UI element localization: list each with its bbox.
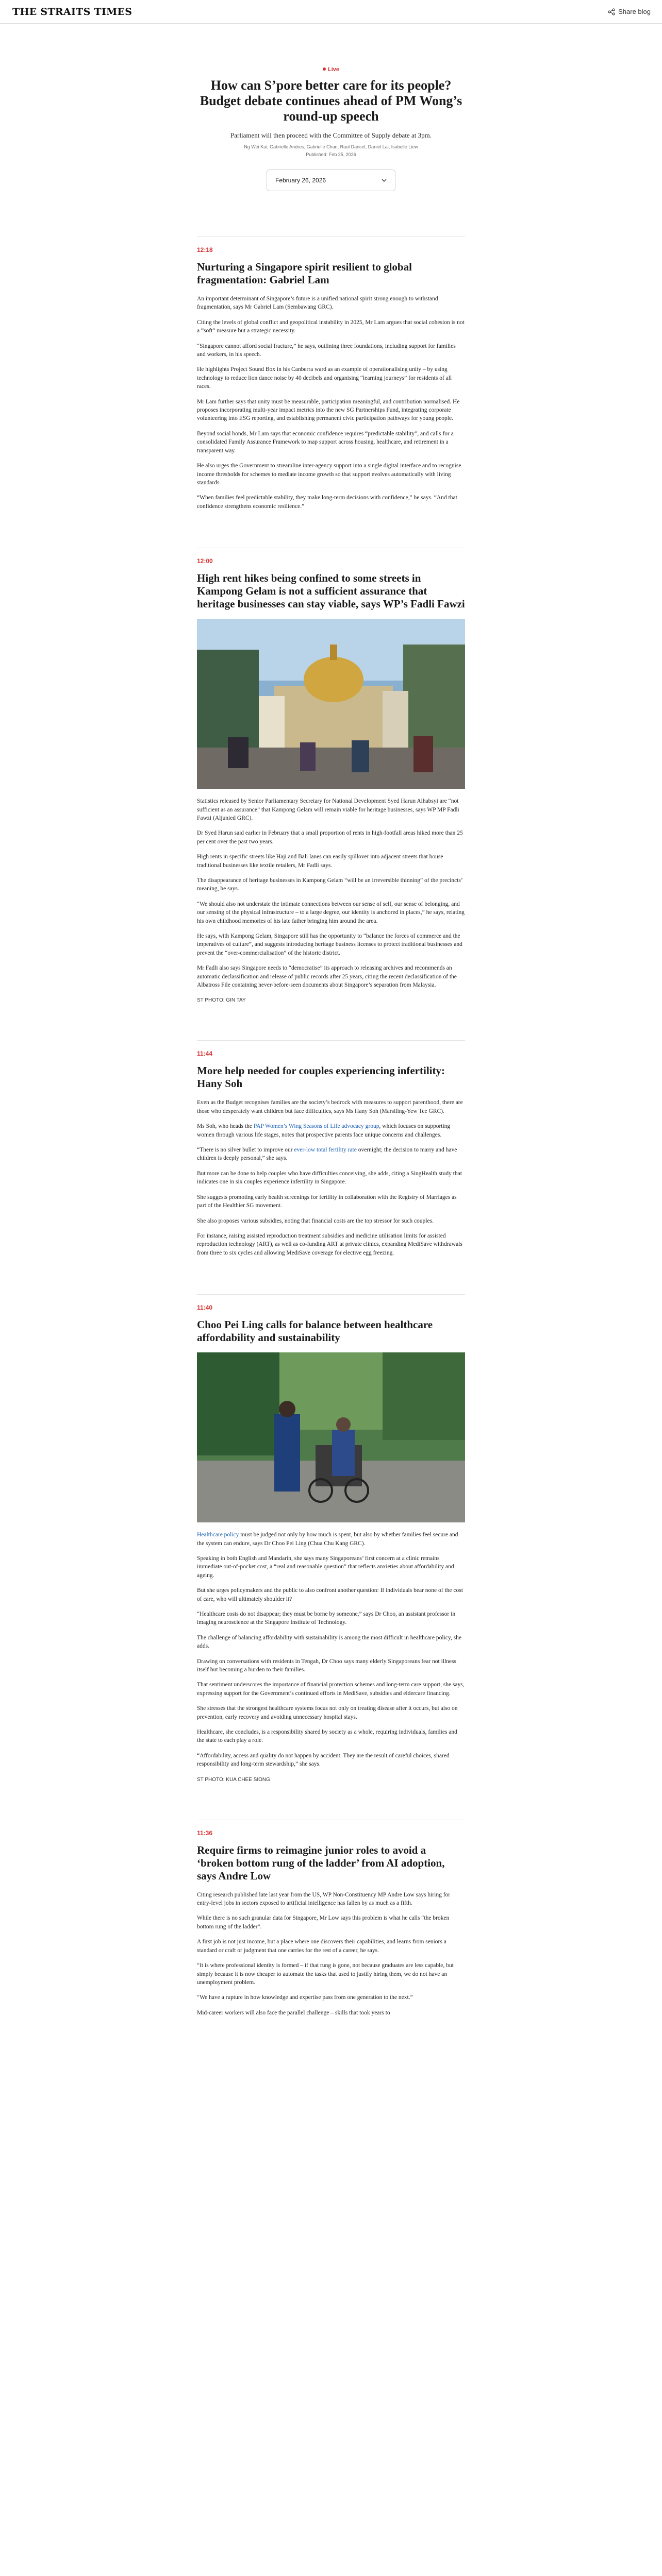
live-update bbox=[197, 1040, 465, 1257]
paragraph: Dr Syed Harun said earlier in February that a small proportion of rents in high-footfall areas hiked more than 25 per cent over the past two years. bbox=[197, 830, 463, 845]
healthcare-photo[interactable] bbox=[197, 1352, 465, 1522]
paragraph: “Singapore cannot afford social fracture,” he says, outlining three foundations, including support for families and workers, in his speech. bbox=[197, 343, 456, 358]
live-update bbox=[197, 236, 465, 511]
share-label: Share blog bbox=[618, 8, 651, 15]
paragraph: She also proposes various subsidies, noting that financial costs are the top stressor for such couples. bbox=[197, 1217, 434, 1224]
paragraph: “We have a rupture in how knowledge and expertise pass from one generation to the next.” bbox=[197, 1994, 413, 2001]
photo-credit: ST PHOTO: KUA CHEE SIONG bbox=[197, 1776, 270, 1783]
paragraph: Statistics released by Senior Parliamentary Secretary for National Development Syed Harun Alhabsyi are “not sufficient as an assurance” that Kampong Gelam will remain viable for heritage businesses, says WP MP Fadli Fawzi (Aljunied GRC). bbox=[197, 798, 459, 821]
paragraph: High rents in specific streets like Haji and Bali lanes can easily spillover into adjacent streets that house traditional businesses like textile retailers, Mr Fadli says. bbox=[197, 854, 443, 869]
update-title: High rent hikes being confined to some streets in Kampong Gelam is not a sufficient assurance that heritage businesses can stay viable, says WP’s Fadli Fawzi bbox=[197, 572, 465, 611]
photo-credit: ST PHOTO: GIN TAY bbox=[197, 997, 246, 1004]
site-logo[interactable]: THE STRAITS TIMES bbox=[12, 6, 133, 18]
live-update bbox=[197, 548, 465, 1003]
paragraph: Beyond social bonds, Mr Lam says that economic confidence requires “predictable stability”, and calls for a consolidated Family Assurance Framework to map support across housing, healthcare, and retirement in a transparent way. bbox=[197, 430, 454, 454]
date-select[interactable] bbox=[267, 170, 395, 191]
fertility-rate-link[interactable]: ever-low total fertility rate bbox=[294, 1147, 357, 1154]
update-body bbox=[197, 295, 465, 511]
paragraph: But more can be done to help couples who have difficulties conceiving, she adds, citing a SingHealth study that indicates one in six couples experience infertility in Singapore. bbox=[197, 1170, 462, 1185]
paragraph bbox=[197, 1146, 465, 1163]
paragraph: She stresses that the strongest healthcare systems focus not only on treating disease after it occurs, but also on prevention, early recovery and avoiding unnecessary hospital stays. bbox=[197, 1705, 458, 1720]
update-title: More help needed for couples experiencing infertility: Hany Soh bbox=[197, 1064, 445, 1090]
paragraph: He highlights Project Sound Box in his Canberra ward as an example of operationalising unity – by using technology to reduce lion dance noise by 40 decibels and organising “learning journeys” for residents of all races. bbox=[197, 366, 452, 390]
update-time: 11:40 bbox=[197, 1304, 213, 1312]
paragraph: For instance, raising assisted reproduction treatment subsidies and medicine utilisation limits for assisted reproduction technology (ART), as well as co-funding ART at private clinics, expanding MediSave withdrawals from three to six cycles and allowing MediSave coverage for elective egg freezing. bbox=[197, 1232, 462, 1256]
paragraph: “When families feel predictable stability, they make long-term decisions with confidence,” he says. “And that confidence strengthens economic resilience.” bbox=[197, 495, 457, 510]
paragraph: While there is no such granular data for Singapore, Mr Low says this problem is what he calls “the broken bottom rung of the ladder”. bbox=[197, 1915, 450, 1930]
paragraph: Mr Lam further says that unity must be measurable, participation meaningful, and contribution normalised. He proposes incorporating multi-year impact metrics into the new SG Partnerships Fund, integrating corporate volunteering into ESG reporting, and establishing permanent civic participation pathways for young people. bbox=[197, 398, 460, 422]
update-title: Choo Pei Ling calls for balance between healthcare affordability and sustainability bbox=[197, 1318, 433, 1344]
update-time: 12:18 bbox=[197, 246, 213, 253]
live-update bbox=[197, 1294, 465, 1783]
live-update bbox=[197, 1820, 465, 2017]
text: overnight; the decision to marry and have children is deeply personal,” she says. bbox=[197, 1147, 457, 1162]
paragraph: Citing research published late last year from the US, WP Non-Constituency MP Andre Low says hiring for entry-level jobs in sectors exposed to artificial intelligence has fallen by as much as a fifth. bbox=[197, 1891, 451, 1907]
update-body bbox=[197, 797, 465, 989]
text: Ms Soh, who heads the bbox=[197, 1123, 254, 1130]
paragraph: “We should also not understate the intimate connections between our sense of self, our sense of belonging, and our sensing of the physical infrastructure – to a large degree, our identity is anchored in places,” he says, relating his own childhood memories of his late father bringing him around the area. bbox=[197, 901, 465, 924]
date-select-value: February 26, 2026 bbox=[275, 177, 326, 184]
paragraph: The challenge of balancing affordability with sustainability is among the most difficult in healthcare policy, she adds. bbox=[197, 1634, 461, 1650]
update-title: Require firms to reimagine junior roles to avoid a ‘broken bottom rung of the ladder’ from AI adoption, says Andre Low bbox=[197, 1843, 445, 1882]
paragraph: The disappearance of heritage businesses in Kampong Gelam “will be an irreversible thinning” of the precincts’ meaning, he says. bbox=[197, 877, 462, 892]
live-label: Live bbox=[327, 66, 339, 73]
paragraph: She suggests promoting early health screenings for fertility in collaboration with the Registry of Marriages as part of the Healthier SG movement. bbox=[197, 1194, 457, 1209]
update-title: Nurturing a Singapore spirit resilient to global fragmentation: Gabriel Lam bbox=[197, 261, 412, 286]
paragraph: “Affordability, access and quality do not happen by accident. They are the result of careful choices, shared responsibility and long-term stewardship,” she says. bbox=[197, 1752, 450, 1768]
paragraph: “Healthcare costs do not disappear; they must be borne by someone,” says Dr Choo, an assistant professor in imaging neuroscience at the Singapore Institute of Technology. bbox=[197, 1611, 456, 1626]
update-time: 12:00 bbox=[197, 557, 213, 565]
update-body bbox=[197, 1531, 465, 1769]
paragraph: A first job is not just income, but a place where one discovers their capabilities, and learns from seniors a standard or craft or judgment that one carries for the rest of a career, he says. bbox=[197, 1939, 446, 1954]
article bbox=[197, 66, 465, 2017]
paragraph: “It is where professional identity is formed – if that rung is gone, not because graduates are less capable, but simply because it is now cheaper to automate the tasks that used to justify hiring them, we do not have an unemployment problem. bbox=[197, 1962, 454, 1986]
share-icon bbox=[608, 8, 615, 15]
share-blog-button[interactable] bbox=[608, 8, 651, 15]
paragraph: An important determinant of Singapore’s future is a unified national spirit strong enough to withstand fragmentation, says Mr Gabriel Lam (Sembawang GRC). bbox=[197, 296, 438, 311]
paragraph: That sentiment underscores the importance of financial protection schemes and long-term care support, she says, expressing support for the Government’s continued efforts in MediSave, subsidies and eldercare financing. bbox=[197, 1682, 465, 1697]
paragraph: He says, with Kampong Gelam, Singapore still has the opportunity to “balance the forces of commerce and the imperatives of culture”, and suggests introducing heritage business licenses to protect traditional businesses and prevent the “over-commercialisation” of the historic district. bbox=[197, 933, 462, 956]
paragraph: Mr Fadli also says Singapore needs to “democratise” its approach to releasing archives and recommends an automatic declassification and release of public records after 25 years, citing the recent declassification of the Albatross File containing never-before-seen documents about Singapore’s separation from Malaysia. bbox=[197, 965, 457, 989]
paragraph bbox=[197, 1531, 465, 1548]
live-dot-icon bbox=[323, 67, 326, 71]
seasons-of-life-link[interactable]: PAP Women’s Wing Seasons of Life advocacy group bbox=[253, 1123, 379, 1130]
paragraph: Mid-career workers will also face the parallel challenge – skills that took years to bbox=[197, 2009, 390, 2016]
live-indicator bbox=[197, 66, 465, 73]
chevron-down-icon bbox=[382, 179, 387, 182]
text: must be judged not only by how much is spent, but also by whether families feel secure and the system can endure, says Dr Choo Pei Ling (Chua Chu Kang GRC). bbox=[197, 1532, 458, 1547]
paragraph: Even as the Budget recognises families are the society’s bedrock with measures to support parenthood, there are those who desperately want children but face difficulties, says Ms Hany Soh (Marsiling-Yew Tee GRC). bbox=[197, 1099, 463, 1114]
paragraph: Speaking in both English and Mandarin, she says many Singaporeans’ first concern at a clinic remains immediate out-of-pocket cost, a “real and reasonable question” that reflects anxieties about affordability and ageing. bbox=[197, 1555, 454, 1579]
update-time: 11:36 bbox=[197, 1829, 213, 1837]
paragraph: He also urges the Government to streamline inter-agency support into a single digital interface and to recognise income thresholds for schemes to mediate income growth so that support evolves automatically with living standards. bbox=[197, 463, 461, 486]
update-body bbox=[197, 1891, 465, 2017]
byline[interactable]: Ng Wei Kai, Gabrielle Andres, Gabrielle Chan, Raul Dancel, Daniel Lai, Isabelle Liew bbox=[244, 144, 418, 149]
paragraph: Citing the levels of global conflict and geopolitical instability in 2025, Mr Lam argues that social cohesion is not a “soft” measure but a strategic necessity. bbox=[197, 319, 465, 334]
healthcare-policy-link[interactable]: Healthcare policy bbox=[197, 1532, 239, 1538]
paragraph: Healthcare, she concludes, is a responsibility shared by society as a whole, requiring individuals, families and the state to each play a role. bbox=[197, 1729, 457, 1744]
paragraph: Drawing on conversations with residents in Tengah, Dr Choo says many elderly Singaporeans fear not illness itself but becoming a burden to their families. bbox=[197, 1658, 456, 1673]
text: , which focuses on supporting women through various life stages, notes that prospective parents face unique concerns and challenges. bbox=[197, 1123, 451, 1138]
paragraph bbox=[197, 1122, 465, 1139]
page-title: How can S’pore better care for its people? Budget debate continues ahead of PM Wong’s round-up speech bbox=[200, 78, 462, 124]
kampong-gelam-photo[interactable] bbox=[197, 619, 465, 789]
update-body bbox=[197, 1098, 465, 1257]
article-dek: Parliament will then proceed with the Committee of Supply debate at 3pm. bbox=[230, 131, 432, 139]
top-bar bbox=[0, 0, 662, 24]
text: “There is no silver bullet to improve our bbox=[197, 1147, 294, 1154]
update-time: 11:44 bbox=[197, 1050, 213, 1058]
paragraph: But she urges policymakers and the public to also confront another question: If individuals bear none of the cost of care, who will ultimately shoulder it? bbox=[197, 1587, 463, 1602]
published-date: Published: Feb 25, 2026 bbox=[306, 152, 356, 157]
